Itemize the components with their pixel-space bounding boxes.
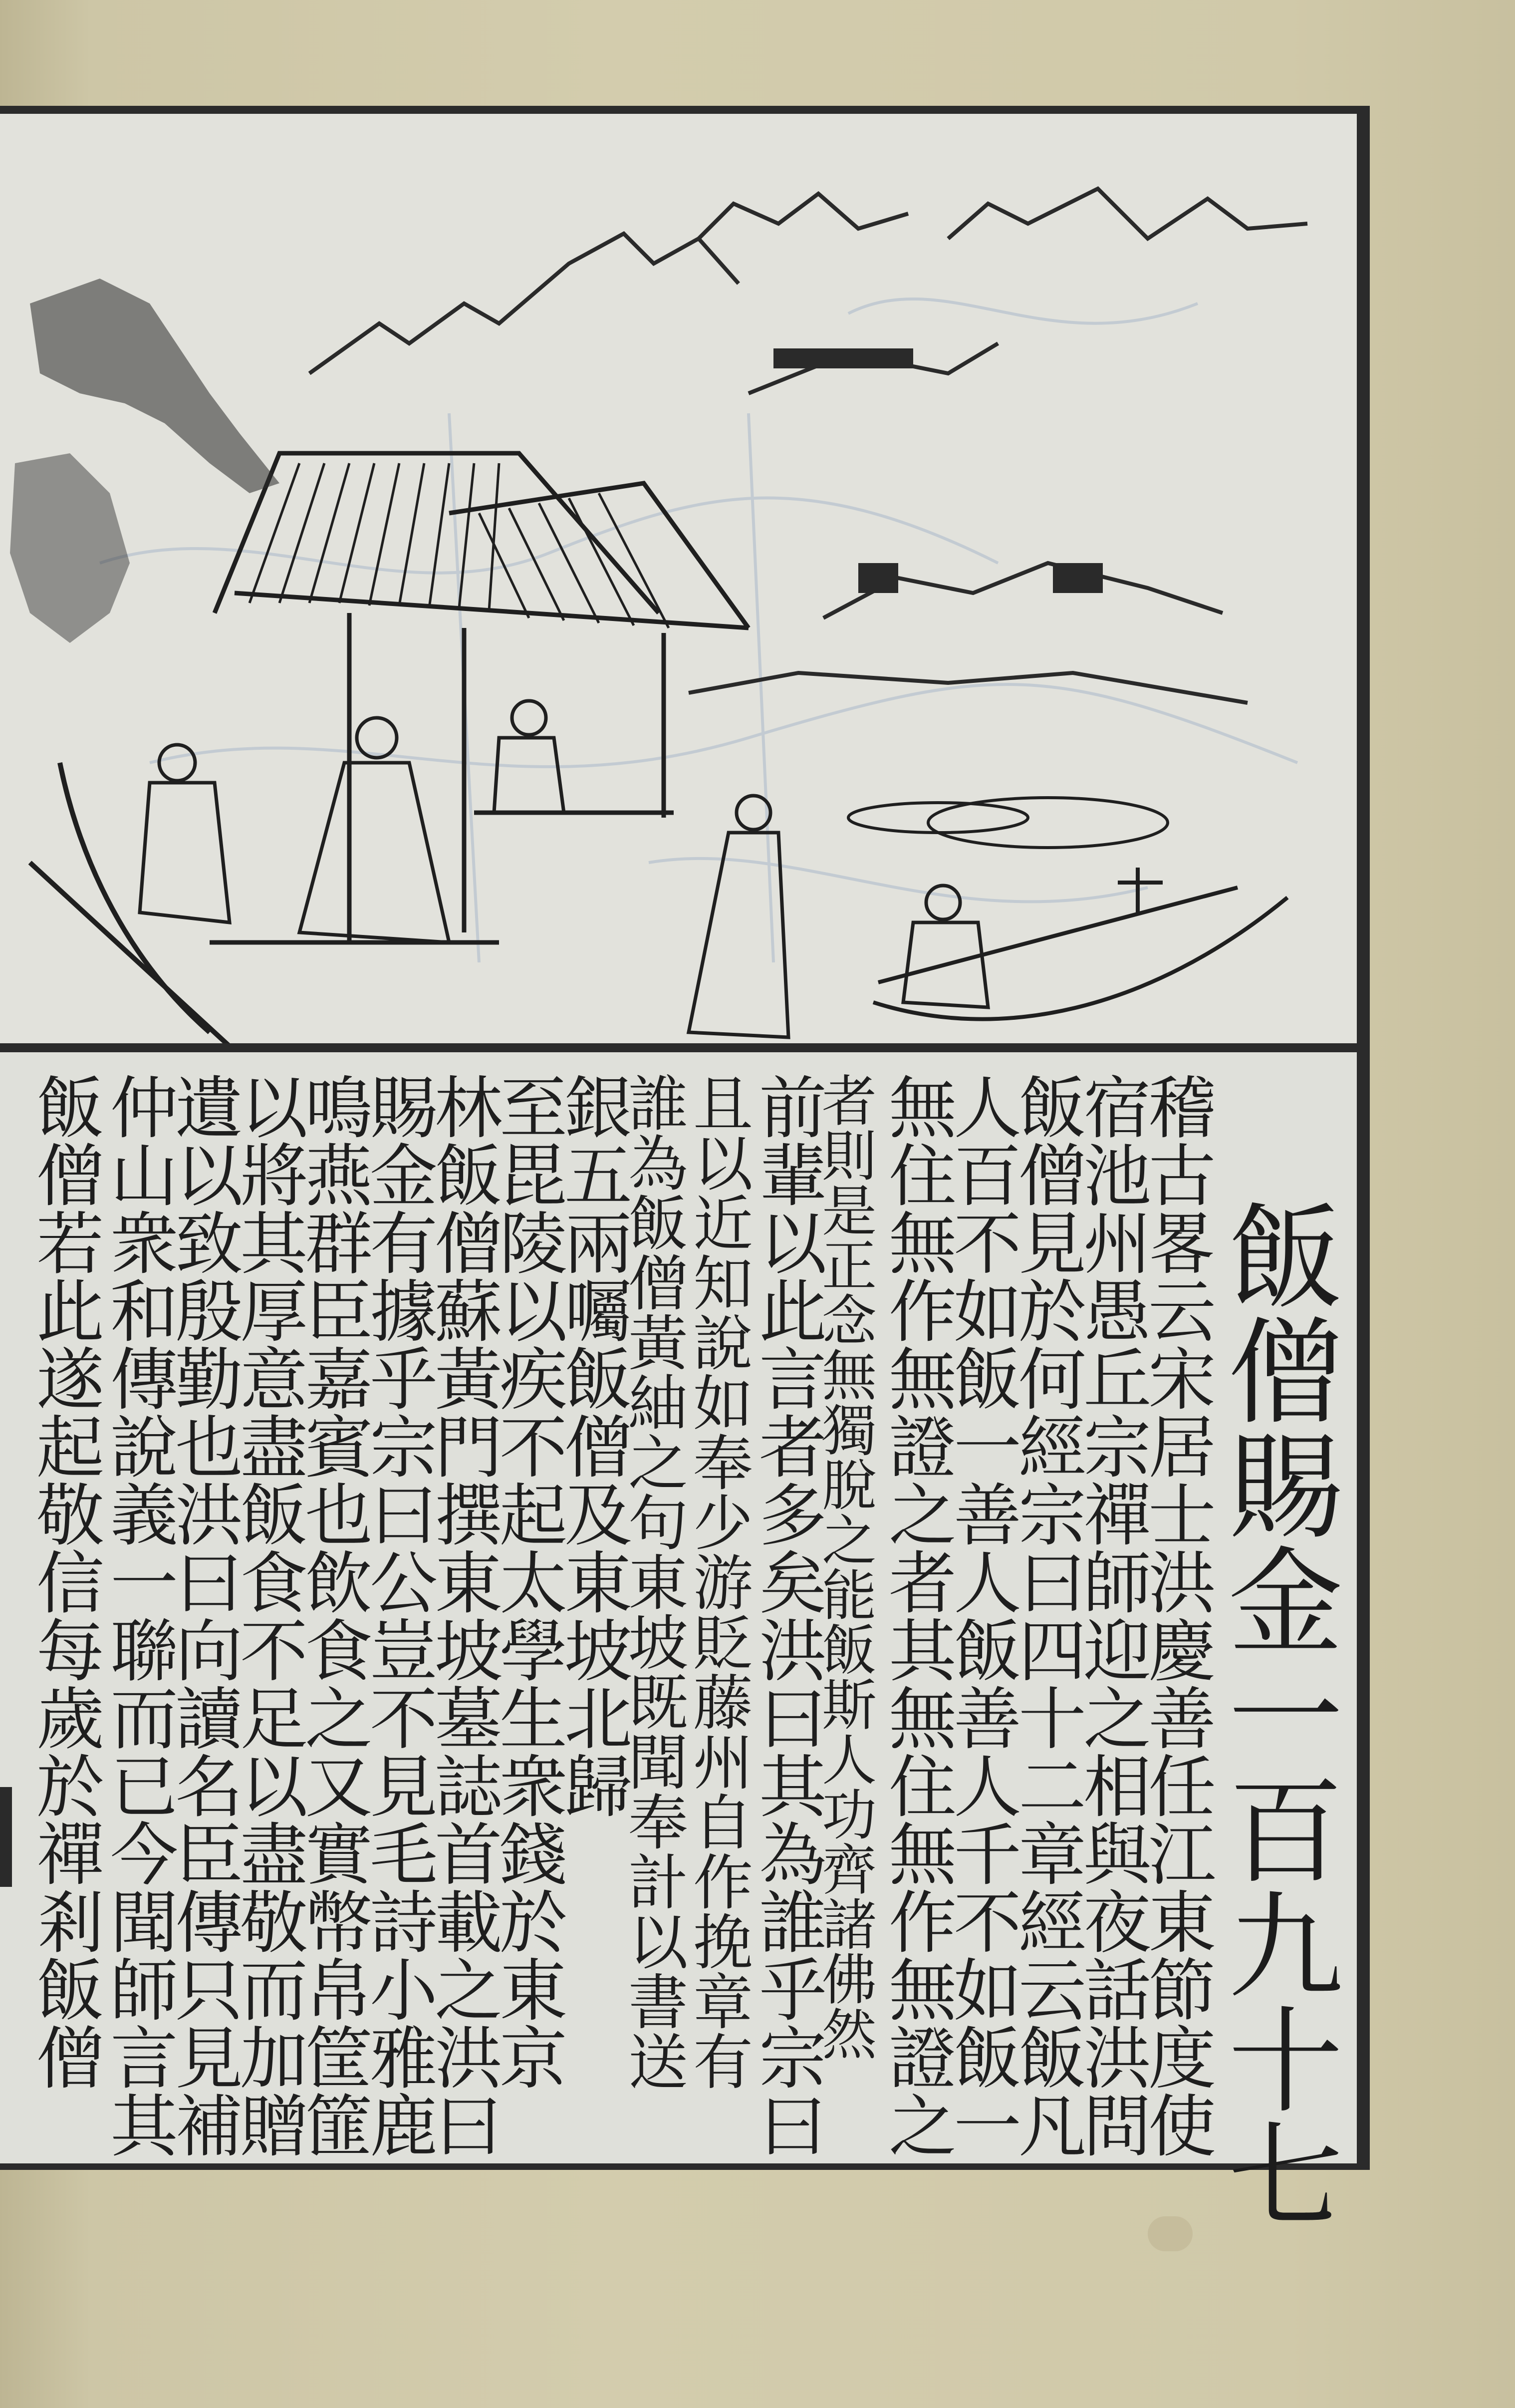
text-panel <box>0 1052 1357 2230</box>
paper-blemish <box>1148 2216 1193 2251</box>
text-column: 飯僧見於何經宗曰四十二章經云飯凡 <box>1007 1072 1085 2158</box>
text-column: 賜金有據乎宗曰公豈不見毛詩小雅鹿 <box>358 1072 437 2158</box>
pavilion <box>210 453 749 942</box>
tree-foliage <box>10 279 279 643</box>
text-column: 飯僧若此遂起敬信每歲於禪剎飯僧 <box>24 1072 103 2091</box>
text-column: 誰為飯僧黃紬之句東坡既聞奉計以書送 <box>618 1072 688 2091</box>
text-column: 稽古畧云宋居士洪慶善任江東節度使 <box>1136 1072 1215 2158</box>
mountains <box>309 189 1307 703</box>
rock-fills <box>773 348 1103 593</box>
illustration-svg <box>0 114 1357 1043</box>
text-column: 鳴燕群臣嘉賓也飲食之又實幣帛筐篚 <box>293 1072 372 2158</box>
text-column: 仲山衆和傳說義一聯而已今聞師言其 <box>98 1072 177 2158</box>
title-main: 飯僧賜金 <box>1209 1197 1342 1656</box>
edge-mark <box>0 1787 12 1887</box>
woodblock-illustration <box>0 114 1357 1052</box>
tree-trunk <box>30 763 599 1043</box>
chapter-title <box>1209 1197 1342 2230</box>
boat <box>873 868 1287 1019</box>
text-column: 林飯僧蘇黃門撰東坡墓誌首載之洪曰 <box>423 1072 502 2158</box>
title-number: 一百九十七 <box>1209 1656 1342 2230</box>
water-ripples <box>848 798 1248 1043</box>
text-column: 至毘陵以疾不起太學生衆錢於東京 <box>488 1072 566 2091</box>
text-column: 人百不如飯一善人飯善人千不如飯一 <box>942 1072 1020 2158</box>
text-column: 前輩以此言者多矣洪曰其為誰乎宗曰 <box>747 1072 826 2158</box>
text-column: 無住無作無證之者其無住無作無證之 <box>877 1072 956 2158</box>
ghost-bleed-lines <box>100 299 1297 962</box>
text-column: 宿池州愚丘宗禪師迎之相與夜話洪問 <box>1071 1072 1150 2158</box>
text-column: 以將其厚意盡飯食不足以盡敬而加贈 <box>228 1072 307 2158</box>
text-column: 遺以致殷勤也洪曰向讀名臣傳只見補 <box>163 1072 242 2158</box>
text-column: 且以近知說如奉少游貶藤州自作挽章有 <box>683 1072 753 2091</box>
text-column: 者則是正念無獨脫之能飯斯人功齊諸佛然 <box>813 1072 877 2061</box>
text-column: 銀五兩囑飯僧及東坡北歸 <box>552 1072 631 1819</box>
figures <box>140 701 988 1037</box>
